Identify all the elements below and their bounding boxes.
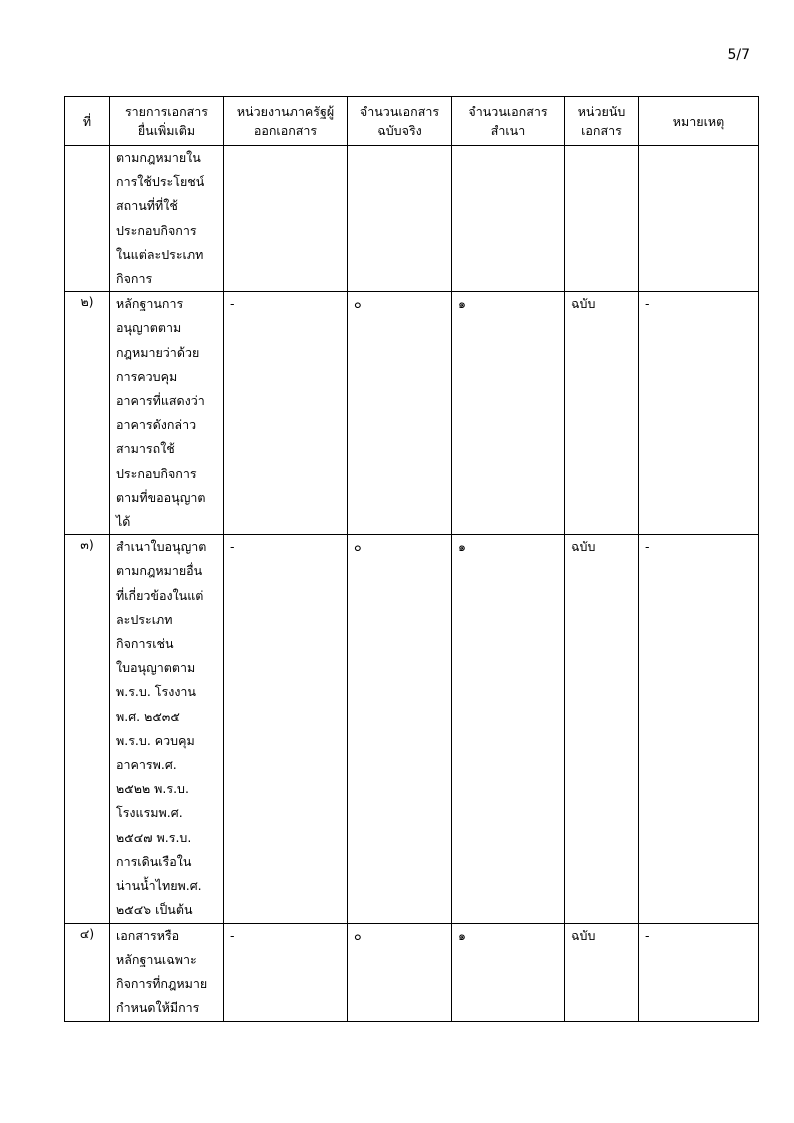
header-copy-count: จำนวนเอกสาร สำเนา (452, 97, 565, 146)
row-number: ๒) (65, 292, 110, 535)
header-original-count: จำนวนเอกสาร ฉบับจริง (348, 97, 452, 146)
row-unit: ฉบับ (565, 292, 639, 535)
row-remark: - (639, 292, 759, 535)
row-remark: - (639, 923, 759, 1021)
row-original-count (348, 146, 452, 292)
header-unit: หน่วยนับ เอกสาร (565, 97, 639, 146)
table-row (65, 292, 759, 535)
row-remark: - (639, 535, 759, 923)
row-number: ๓) (65, 535, 110, 923)
row-copy-count: ๑ (452, 292, 565, 535)
page-number: 5/7 (727, 47, 750, 63)
table-header-row (65, 97, 759, 146)
row-copy-count (452, 146, 565, 292)
header-remark: หมายเหตุ (639, 97, 759, 146)
row-agency (224, 146, 348, 292)
row-agency: - (224, 923, 348, 1021)
row-copy-count: ๑ (452, 535, 565, 923)
table-row (65, 535, 759, 923)
row-remark (639, 146, 759, 292)
header-agency: หน่วยงานภาครัฐผู้ ออกเอกสาร (224, 97, 348, 146)
row-item: หลักฐานการ อนุญาตตาม กฎหมายว่าด้วย การควบคุม อาคารที่แสดงว่า อาคารดังกล่าว สามารถใช้ ประกอบกิจการ ตามที่ขออนุญาต ได้ (110, 292, 224, 535)
row-original-count: ๐ (348, 923, 452, 1021)
row-item: เอกสารหรือ หลักฐานเฉพาะ กิจการที่กฎหมาย กำหนดให้มีการ (110, 923, 224, 1021)
document-requirements-table (64, 96, 759, 1022)
row-agency: - (224, 292, 348, 535)
row-unit: ฉบับ (565, 923, 639, 1021)
row-agency: - (224, 535, 348, 923)
header-no: ที่ (65, 97, 110, 146)
row-copy-count: ๑ (452, 923, 565, 1021)
table-row (65, 146, 759, 292)
header-item: รายการเอกสาร ยื่นเพิ่มเติม (110, 97, 224, 146)
table-row (65, 923, 759, 1021)
row-number (65, 146, 110, 292)
row-original-count: ๐ (348, 535, 452, 923)
row-item: ตามกฎหมายใน การใช้ประโยชน์ สถานที่ที่ใช้ ประกอบกิจการ ในแต่ละประเภท กิจการ (110, 146, 224, 292)
row-original-count: ๐ (348, 292, 452, 535)
row-unit: ฉบับ (565, 535, 639, 923)
row-unit (565, 146, 639, 292)
row-item: สำเนาใบอนุญาต ตามกฎหมายอื่น ที่เกี่ยวข้องในแต่ ละประเภท กิจการเช่น ใบอนุญาตตาม พ.ร.บ. โรงงาน พ.ศ. ๒๕๓๕ พ.ร.บ. ควบคุม อาคารพ.ศ. ๒๕๒๒ พ.ร.บ. โรงแรมพ.ศ. ๒๕๔๗ พ.ร.บ. การเดินเรือใน น่านน้ำไทยพ.ศ. ๒๕๔๖ เป็นต้น (110, 535, 224, 923)
row-number: ๔) (65, 923, 110, 1021)
